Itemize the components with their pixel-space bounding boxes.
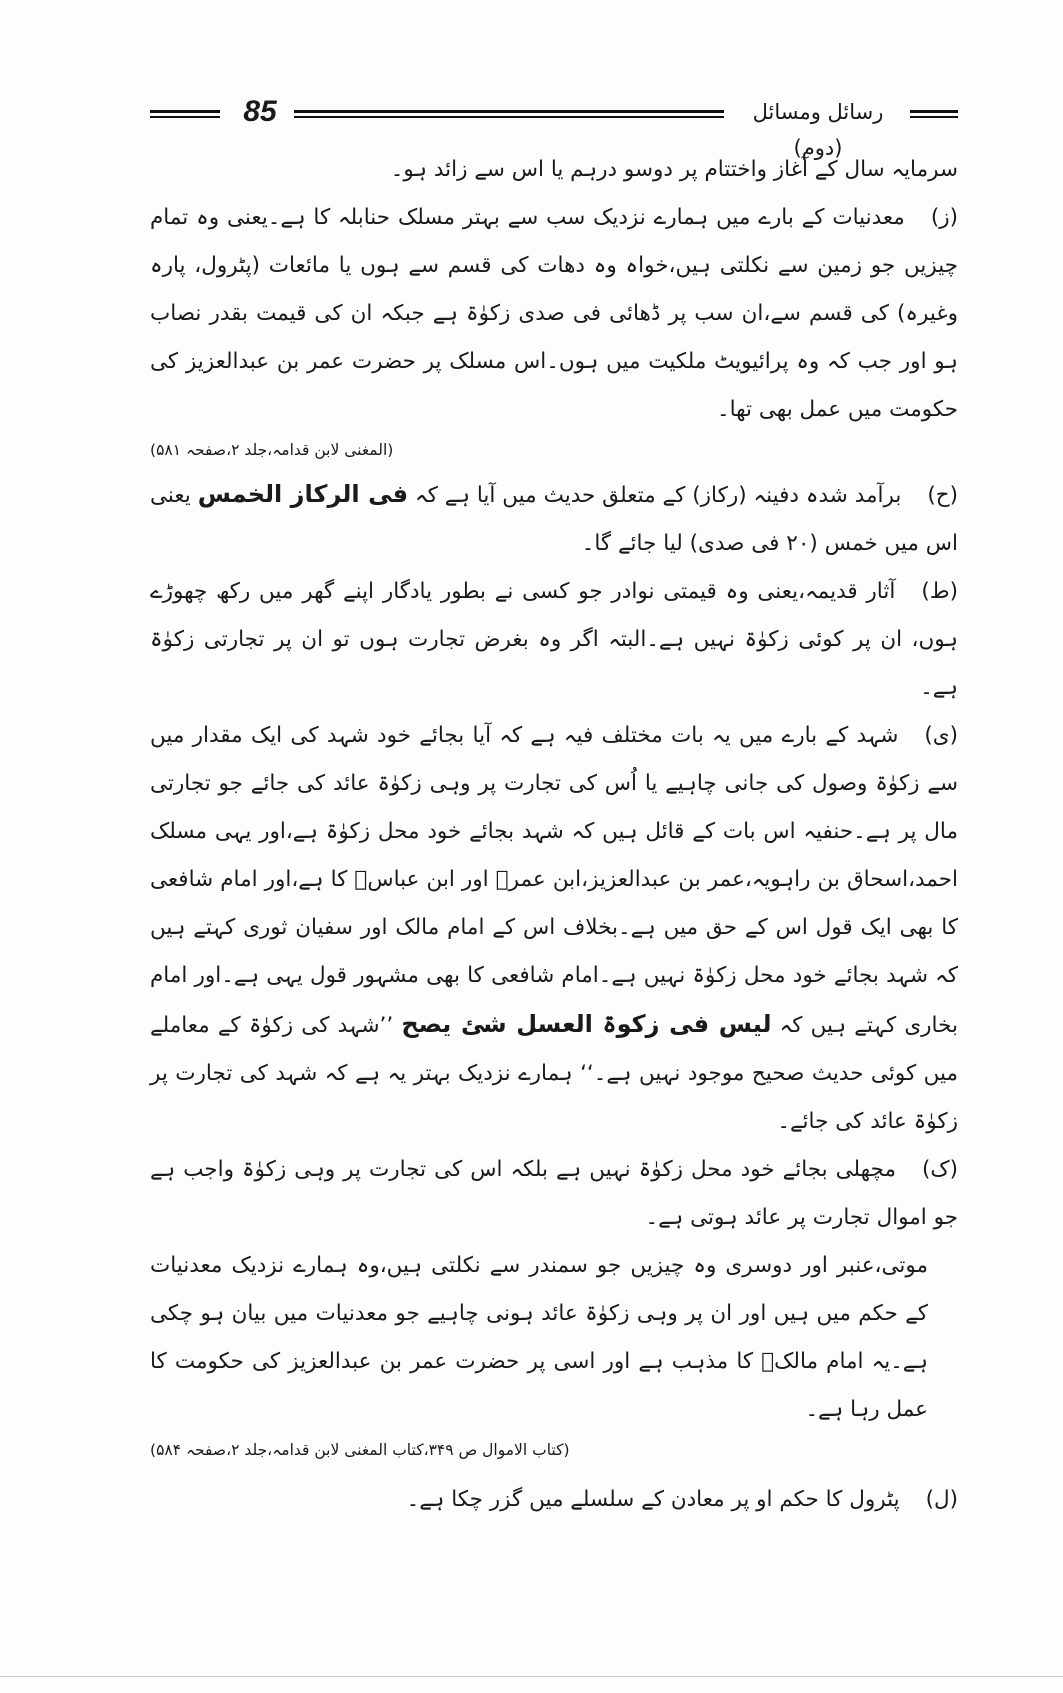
paragraph-text: مچھلی بجائے خود محل زکوٰۃ نہیں ہے بلکہ اس کی تجارت پر وہی زکوٰۃ واجب ہے جو اموال تجارت پر عائد ہوتی ہے۔	[150, 1157, 958, 1230]
page-body	[150, 146, 958, 1524]
page-bottom-edge	[0, 1676, 1063, 1677]
paragraph-text: ’’شہد کی زکوٰۃ کے معاملے میں کوئی حدیث صحیح موجود نہیں ہے۔‘‘ ہمارے نزدیک بہتر یہ ہے کہ شہد کی تجارت پر زکوٰۃ عائد کی جائے۔	[150, 1013, 958, 1134]
paragraph-l-petrol	[150, 1476, 958, 1524]
page-number: 85	[243, 95, 277, 128]
paragraph-t-antiquities	[150, 568, 958, 712]
paragraph-pearls	[150, 1242, 958, 1434]
paragraph-marker: (ی)	[924, 723, 958, 748]
paragraph-text: موتی،عنبر اور دوسری وہ چیزیں جو سمندر سے نکلتی ہیں،وہ ہمارے نزدیک معدنیات کے حکم میں ہیں اور ان پر وہی زکوٰۃ عائد ہونی چاہیے جو معدنیات میں بیان ہو چکی ہے۔یہ امام مالکؒ کا مذہب ہے اور اسی پر حضرت عمر بن عبدالعزیز کی حکومت کا عمل رہا ہے۔	[150, 1253, 928, 1422]
paragraph-text: برآمد شدہ دفینہ (رکاز) کے متعلق حدیث میں آیا ہے کہ	[415, 483, 902, 508]
paragraph-text: معدنیات کے بارے میں ہمارے نزدیک سب سے بہتر مسلک حنابلہ کا ہے۔یعنی وہ تمام چیزیں جو زمین سے نکلتی ہیں،خواہ وہ دھات کی قسم سے ہوں یا مائعات (پٹرول، پارہ وغیرہ) کی قسم سے،ان سب پر ڈھائی فی صدی زکوٰۃ ہے جبکہ ان کی قیمت بقدر نصاب ہو اور جب کہ وہ پرائیویٹ ملکیت میں ہوں۔اس مسلک پر حضرت عمر بن عبدالعزیز کی حکومت میں عمل بھی تھا۔	[150, 205, 958, 422]
paragraph-marker: (ز)	[930, 205, 958, 230]
paragraph-text: پٹرول کا حکم او پر معادن کے سلسلے میں گزر چکا ہے۔	[406, 1487, 900, 1512]
page-header	[150, 92, 958, 160]
paragraph-text: یعنی اس میں خمس (۲۰ فی صدی) لیا جائے گا۔	[150, 483, 958, 556]
reference-citation: (کتاب الاموال ص ۳۴۹،کتاب المغنی لابن قدامہ،جلد ۲،صفحہ ۵۸۴)	[150, 1441, 570, 1459]
arabic-quote: لیس فی زکوۃ العسل شئ یصح	[401, 1010, 772, 1038]
paragraph-marker: (ل)	[925, 1487, 958, 1512]
paragraph-continuation	[150, 146, 958, 194]
paragraph-text: شہد کے بارے میں یہ بات مختلف فیہ ہے کہ آیا بجائے خود شہد کی ایک مقدار میں سے زکوٰۃ وصول کی جانی چاہیے یا اُس کی تجارت پر وہی زکوٰۃ عائد کی جائے جو تجارتی مال پر ہے۔حنفیہ اس بات کے قائل ہیں کہ شہد بجائے خود محل زکوٰۃ ہے،اور یہی مسلک احمد،اسحاق بن راہویہ،عمر بن عبدالعزیز،ابن عمرؓ اور ابن عباسؓ کا ہے،اور امام شافعی کا بھی ایک قول اس کے حق میں ہے۔بخلاف اس کے امام مالک اور سفیان ثوری کہتے ہیں کہ شہد بجائے خود محل زکوٰۃ نہیں ہے۔امام شافعی کا بھی مشہور قول یہی ہے۔اور امام بخاری کہتے ہیں کہ	[150, 723, 958, 1038]
paragraph-marker: (ک)	[921, 1157, 958, 1182]
paragraph-marker: (ط)	[921, 579, 958, 604]
header-rule-right	[910, 110, 958, 118]
header-rule-left	[150, 110, 220, 118]
reference-citation: (المغنی لابن قدامہ،جلد ۲،صفحہ ۵۸۱)	[150, 441, 394, 459]
paragraph-text: سرمایہ سال کے آغاز واختتام پر دوسو درہم یا اس سے زائد ہو۔	[390, 157, 958, 182]
header-rule-middle	[294, 110, 724, 118]
arabic-quote: فی الرکاز الخمس	[197, 480, 409, 508]
paragraph-z-minerals	[150, 194, 958, 434]
running-title: رسائل ومسائل (دوم)	[752, 100, 884, 160]
paragraph-k-fish	[150, 1146, 958, 1242]
paragraph-y-honey	[150, 712, 958, 1146]
paragraph-marker: (ح)	[927, 483, 958, 508]
paragraph-h-buried-treasure	[150, 470, 958, 568]
paragraph-text: آثار قدیمہ،یعنی وہ قیمتی نوادر جو کسی نے بطور یادگار اپنے گھر میں رکھ چھوڑے ہوں، ان پر کوئی زکوٰۃ نہیں ہے۔البتہ اگر وہ بغرض تجارت ہوں تو ان پر تجارتی زکوٰۃ ہے۔	[150, 579, 958, 700]
